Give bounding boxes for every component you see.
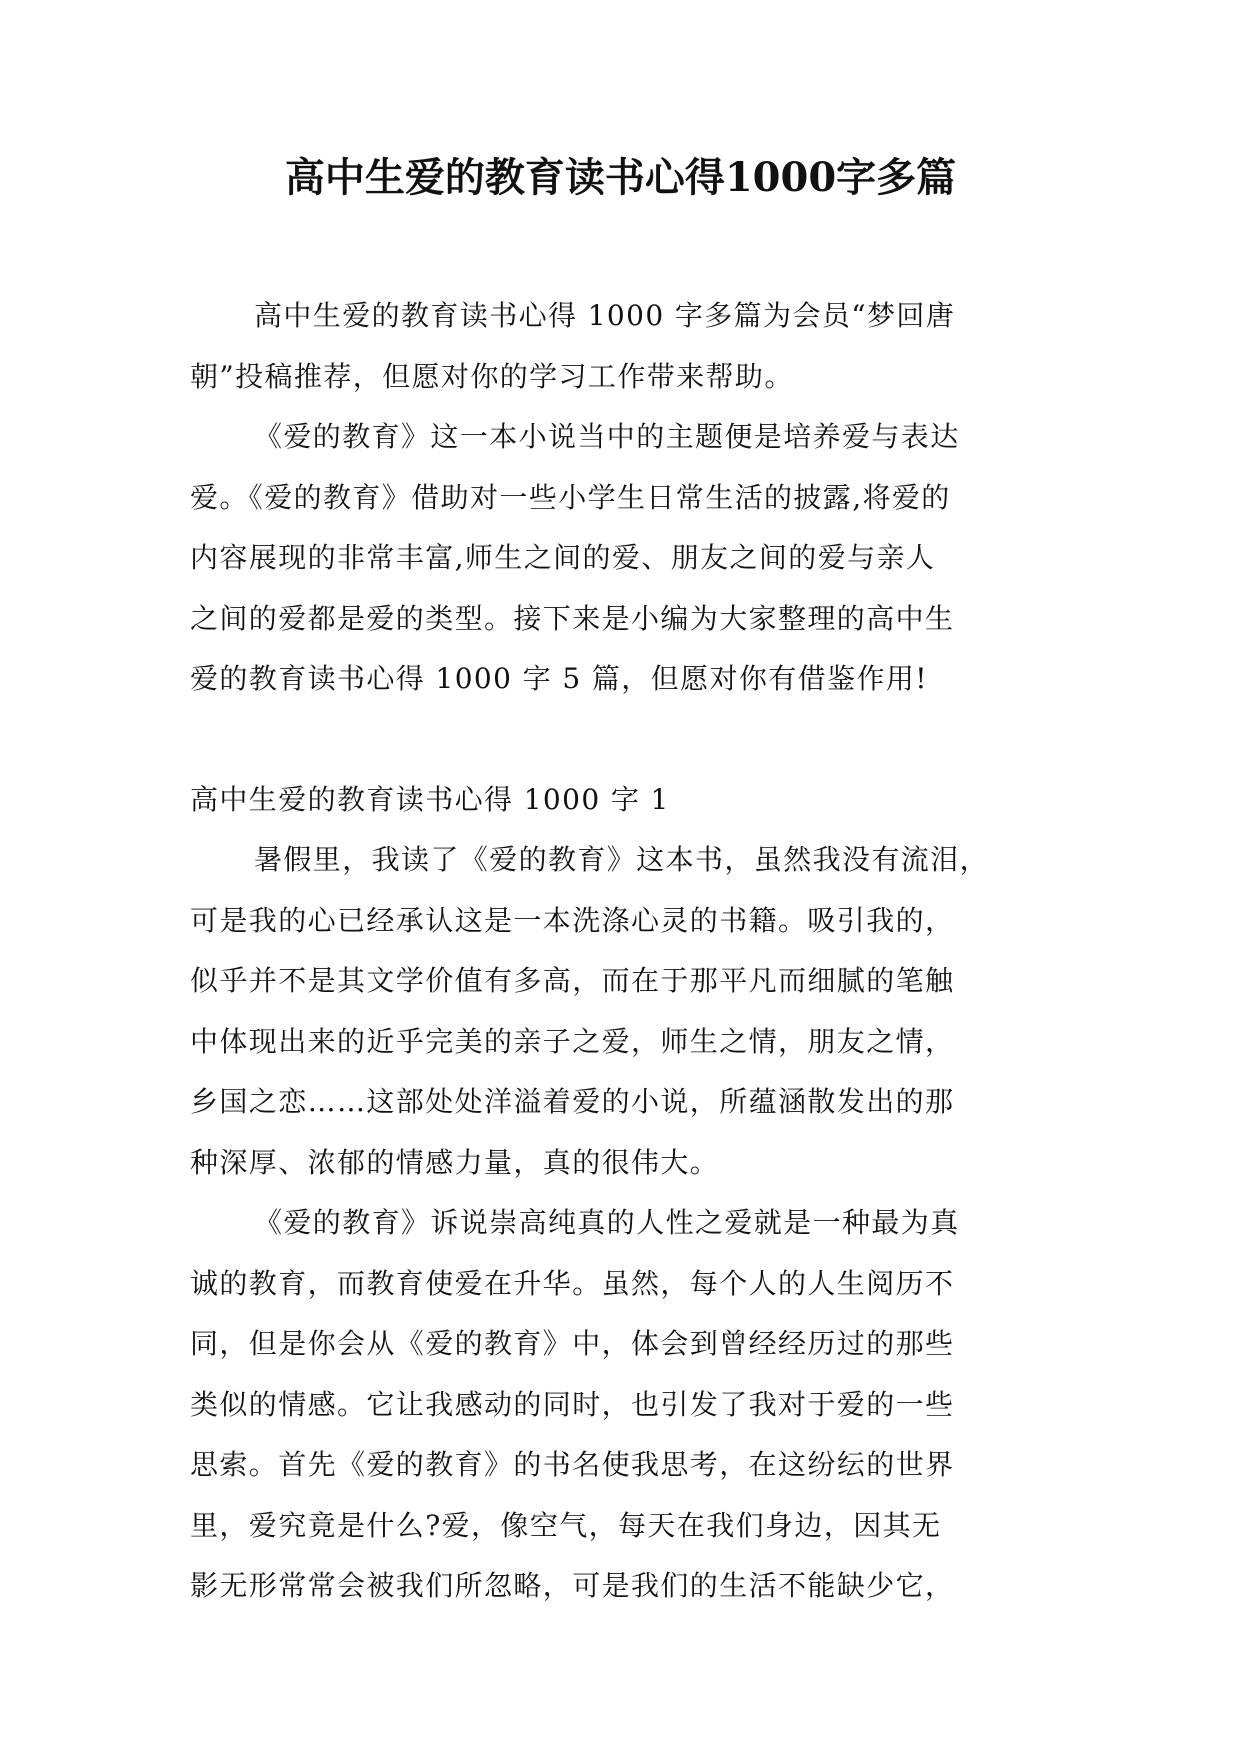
document-title: 高中生爱的教育读书心得1000字多篇 [284,154,957,201]
summary-line: 之间的爱都是爱的类型。接下来是小编为大家整理的高中生 [190,601,955,635]
paragraph-line: 类似的情感。它让我感动的同时，也引发了我对于爱的一些 [190,1387,955,1421]
paragraph-line: 乡国之恋……这部处处洋溢着爱的小说，所蕴涵散发出的那 [190,1085,955,1118]
paragraph-line: 可是我的心已经承认这是一本洗涤心灵的书籍。吸引我的， [190,903,955,937]
paragraph-line: 同，但是你会从《爱的教育》中，体会到曾经经历过的那些 [190,1327,955,1360]
summary-line: 爱的教育读书心得 1000 字 5 篇，但愿对你有借鉴作用! [190,662,928,695]
paragraph-line: 里，爱究竟是什么?爱，像空气，每天在我们身边，因其无 [190,1508,942,1542]
section-heading: 高中生爱的教育读书心得 1000 字 1 [190,782,670,816]
paragraph-line: 种深厚、浓郁的情感力量，真的很伟大。 [190,1145,720,1179]
paragraph-line: 暑假里，我读了《爱的教育》这本书，虽然我没有流泪， [254,843,990,876]
paragraph-gap [190,710,1050,770]
summary-line: 内容展现的非常丰富,师生之间的爱、朋友之间的爱与亲人 [190,541,936,574]
intro-line: 朝”投稿推荐，但愿对你的学习工作带来帮助。 [190,359,794,393]
intro-line: 高中生爱的教育读书心得 1000 字多篇为会员“梦回唐 [254,299,956,332]
paragraph-line: 似乎并不是其文学价值有多高，而在于那平凡而细腻的笔触 [190,964,955,997]
paragraph-line: 思索。首先《爱的教育》的书名使我思考，在这纷纭的世界 [190,1448,955,1481]
paragraph-line: 影无形常常会被我们所忽略，可是我们的生活不能缺少它， [190,1569,955,1602]
paragraph-line: 诚的教育，而教育使爱在升华。虽然，每个人的人生阅历不 [190,1266,955,1300]
summary-line: 《爱的教育》这一本小说当中的主题便是培养爱与表达 [254,420,960,453]
paragraph-line: 中体现出来的近乎完美的亲子之爱，师生之情，朋友之情， [190,1024,955,1058]
summary-line: 爱。《爱的教育》借助对一些小学生日常生活的披露,将爱的 [190,480,951,514]
document-body [190,286,1050,1617]
paragraph-line: 《爱的教育》诉说崇高纯真的人性之爱就是一种最为真 [254,1206,960,1239]
